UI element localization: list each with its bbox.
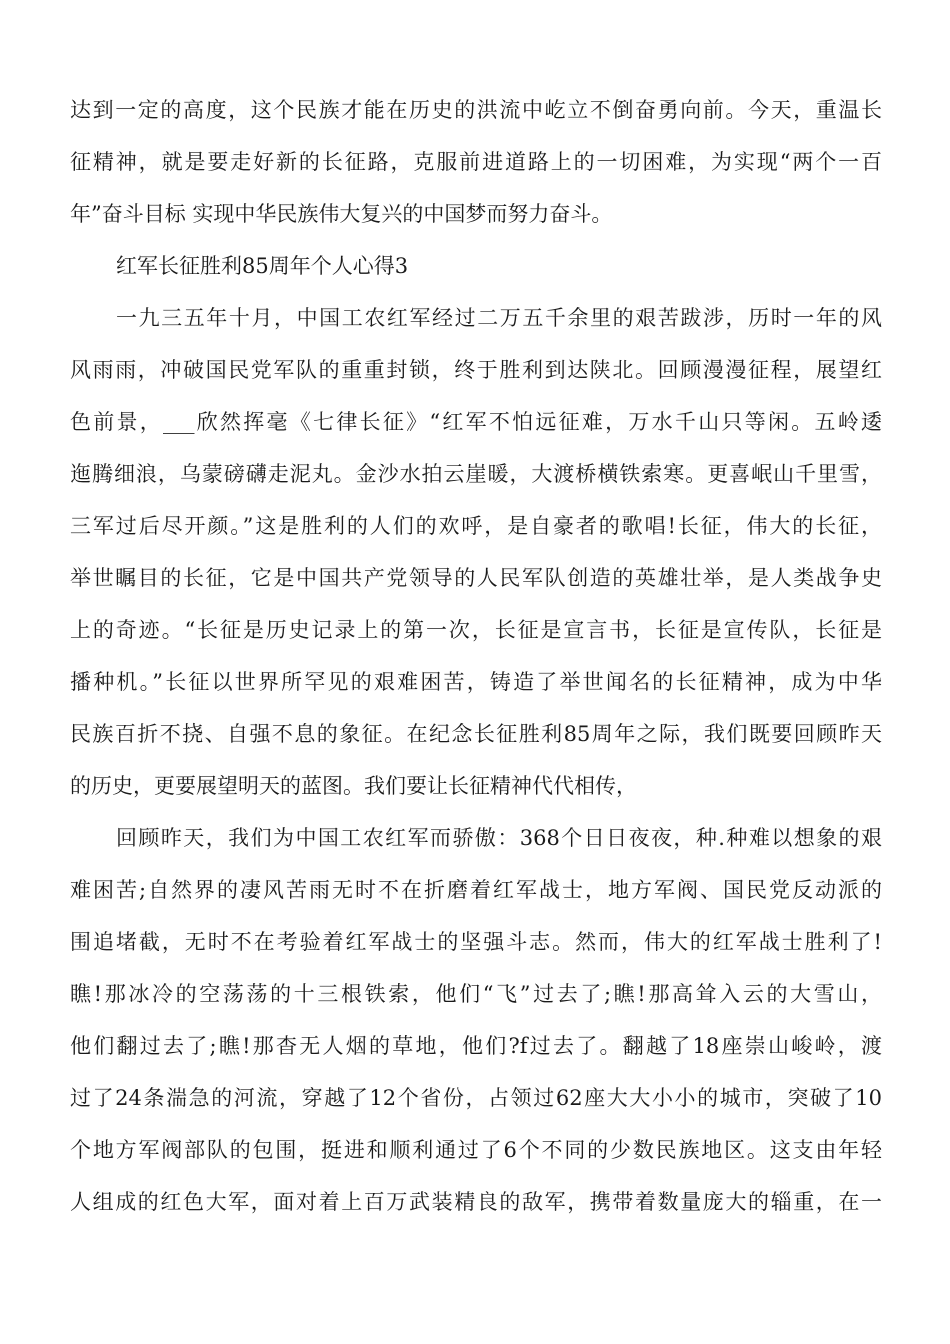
text-line: 色前景，___欣然挥毫《七律长征》“红军不怕远征难，万水千山只等闲。五岭逶 xyxy=(70,410,882,434)
text-line: 上的奇迹。“长征是历史记录上的第一次，长征是宣言书，长征是宣传队，长征是 xyxy=(70,618,882,642)
text-line: 难困苦;自然界的凄风苦雨无时不在折磨着红军战士，地方军阀、国民党反动派的 xyxy=(70,878,882,902)
text-line: 他们翻过去了;瞧!那杳无人烟的草地，他们?f过去了。翻越了18座崇山峻岭，渡 xyxy=(70,1034,882,1058)
text-line: 达到一定的高度，这个民族才能在历史的洪流中屹立不倒奋勇向前。今天，重温长 xyxy=(70,98,882,122)
text-line: 过了24条湍急的河流，穿越了12个省份，占领过62座大大小小的城市，突破了10 xyxy=(70,1086,882,1110)
text-line: 瞧!那冰冷的空荡荡的十三根铁索，他们“飞”过去了;瞧!那高耸入云的大雪山， xyxy=(70,982,882,1006)
text-line: 举世瞩目的长征，它是中国共产党领导的人民军队创造的英雄壮举，是人类战争史 xyxy=(70,566,882,590)
text-line: 迤腾细浪，乌蒙磅礴走泥丸。金沙水拍云崖暖，大渡桥横铁索寒。更喜岷山千里雪， xyxy=(70,462,882,486)
text-line: 风雨雨，冲破国民党军队的重重封锁，终于胜利到达陕北。回顾漫漫征程，展望红 xyxy=(70,358,882,382)
text-line: 围追堵截，无时不在考验着红军战士的坚强斗志。然而，伟大的红军战士胜利了! xyxy=(70,930,882,954)
text-line: 回顾昨天，我们为中国工农红军而骄傲：368个日日夜夜，种.种难以想象的艰 xyxy=(116,826,882,850)
section-heading: 红军长征胜利85周年个人心得3 xyxy=(116,254,409,278)
text-line: 年”奋斗目标 实现中华民族伟大复兴的中国梦而努力奋斗。 xyxy=(70,202,613,226)
text-line: 个地方军阀部队的包围，挺进和顺利通过了6个不同的少数民族地区。这支由年轻 xyxy=(70,1138,882,1162)
text-line: 播种机。”长征以世界所罕见的艰难困苦，铸造了举世闻名的长征精神，成为中华 xyxy=(70,670,882,694)
text-line: 的历史，更要展望明天的蓝图。我们要让长征精神代代相传， xyxy=(70,774,637,798)
text-line: 三军过后尽开颜。”这是胜利的人们的欢呼，是自豪者的歌唱!长征，伟大的长征， xyxy=(70,514,882,538)
text-line: 征精神，就是要走好新的长征路，克服前进道路上的一切困难，为实现“两个一百 xyxy=(70,150,882,174)
text-line: 民族百折不挠、自强不息的象征。在纪念长征胜利85周年之际，我们既要回顾昨天 xyxy=(70,722,882,746)
text-line: 一九三五年十月，中国工农红军经过二万五千余里的艰苦跋涉，历时一年的风 xyxy=(116,306,882,330)
text-line: 人组成的红色大军，面对着上百万武装精良的敌军，携带着数量庞大的辎重，在一 xyxy=(70,1190,882,1214)
